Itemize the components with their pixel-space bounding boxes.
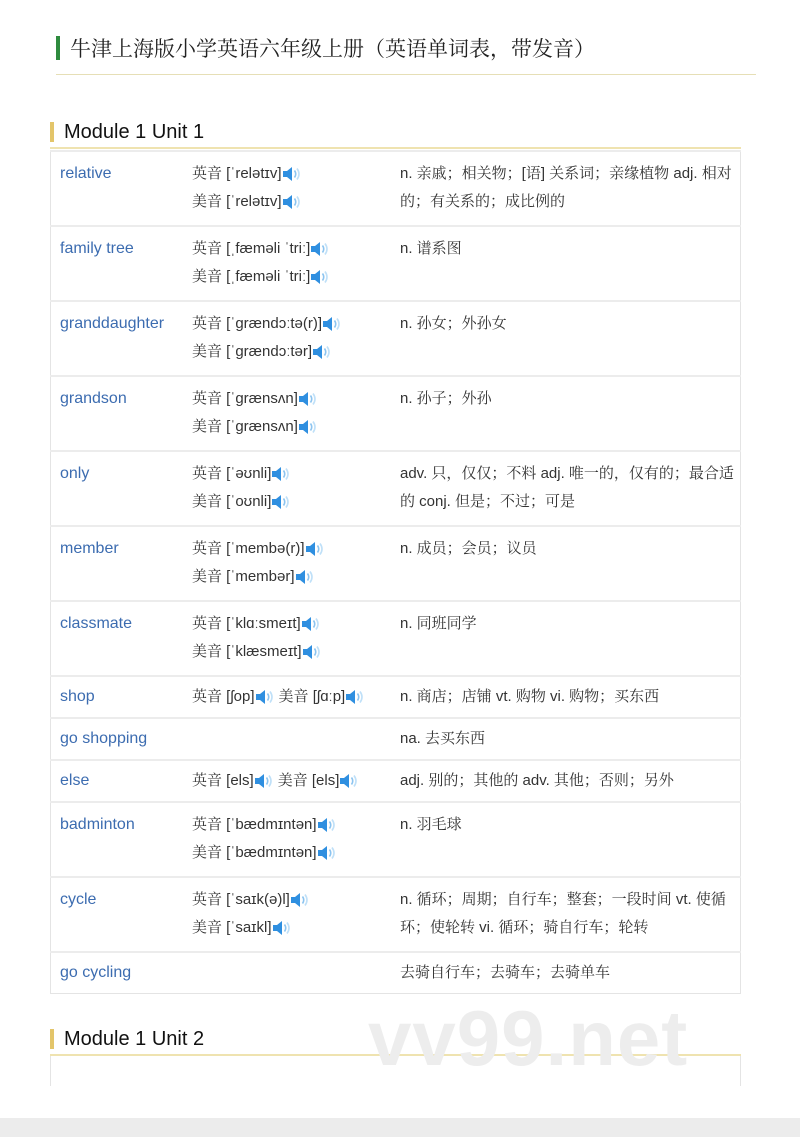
- content: [50, 119, 741, 1086]
- phonetic-text: 英音 [ʃop]: [192, 688, 255, 705]
- word[interactable]: go shopping: [51, 718, 193, 760]
- word[interactable]: family tree: [51, 226, 193, 301]
- meaning: n. 羽毛球: [400, 802, 741, 877]
- pronunciation-en: [192, 688, 275, 705]
- section-heading-text: Module 1 Unit 1: [64, 120, 205, 143]
- meaning: n. 亲戚；相关物；[语] 关系词；亲缘植物 adj. 相对的；有关系的；成比例的: [400, 151, 741, 226]
- section-heading-text: Module 1 Unit 2: [64, 1027, 205, 1050]
- speaker-icon[interactable]: [302, 642, 322, 658]
- pronunciations: [192, 601, 400, 676]
- phonetic-text: 英音 [ˈmembə(r)]: [192, 540, 305, 557]
- phonetic-text: 美音 [ˈoʊnli]: [192, 493, 272, 510]
- word[interactable]: relative: [51, 151, 193, 226]
- pronunciation-us: [192, 638, 400, 666]
- speaker-icon[interactable]: [310, 239, 330, 255]
- pronunciation-us: [279, 688, 366, 705]
- table-row: [51, 451, 741, 526]
- pronunciations: [192, 151, 400, 226]
- pronunciations: [192, 952, 400, 994]
- speaker-icon[interactable]: [322, 314, 342, 330]
- pronunciation-us: [192, 488, 400, 516]
- meaning: na. 去买东西: [400, 718, 741, 760]
- phonetic-text: 英音 [ˈəʊnli]: [192, 465, 272, 482]
- pronunciation-en: [192, 535, 400, 563]
- speaker-icon[interactable]: [345, 687, 365, 703]
- table-row: [51, 226, 741, 301]
- pronunciation-en: [192, 610, 400, 638]
- page-title-text: 牛津上海版小学英语六年级上册（英语单词表，带发音）: [70, 38, 595, 61]
- speaker-icon[interactable]: [254, 771, 274, 787]
- phonetic-text: 英音 [els]: [192, 772, 254, 789]
- meaning: n. 孙子；外孙: [400, 376, 741, 451]
- pronunciations: [192, 676, 400, 718]
- phonetic-text: 美音 [ˈbædmɪntən]: [192, 844, 317, 861]
- speaker-icon[interactable]: [339, 771, 359, 787]
- speaker-icon[interactable]: [255, 687, 275, 703]
- phonetic-text: 美音 [ˈgrændɔːtər]: [192, 343, 313, 360]
- pronunciation-us: [192, 188, 400, 216]
- section-heading-unit1: [50, 119, 741, 145]
- meaning: n. 孙女；外孙女: [400, 301, 741, 376]
- speaker-icon[interactable]: [298, 389, 318, 405]
- word[interactable]: classmate: [51, 601, 193, 676]
- speaker-icon[interactable]: [310, 267, 330, 283]
- pronunciation-us: [192, 338, 400, 366]
- table-row: [51, 601, 741, 676]
- pronunciation-en: [192, 160, 400, 188]
- speaker-icon[interactable]: [271, 492, 291, 508]
- speaker-icon[interactable]: [295, 567, 315, 583]
- meaning: n. 谱系图: [400, 226, 741, 301]
- word[interactable]: go cycling: [51, 952, 193, 994]
- pronunciations: [192, 802, 400, 877]
- meaning: n. 同班同学: [400, 601, 741, 676]
- pronunciations: [192, 526, 400, 601]
- speaker-icon[interactable]: [317, 815, 337, 831]
- meaning: n. 成员；会员；议员: [400, 526, 741, 601]
- phonetic-text: 美音 [ˈklæsmeɪt]: [192, 643, 302, 660]
- table-row: [51, 676, 741, 718]
- speaker-icon[interactable]: [271, 464, 291, 480]
- section-accent-bar: [50, 1029, 54, 1049]
- phonetic-text: 英音 [ˌfæməli ˈtriː]: [192, 240, 311, 257]
- table-row: [51, 301, 741, 376]
- speaker-icon[interactable]: [282, 192, 302, 208]
- page-footer-strip: [0, 1118, 800, 1137]
- table-row: [51, 760, 741, 802]
- speaker-icon[interactable]: [282, 164, 302, 180]
- pronunciation-en: [192, 772, 274, 789]
- meaning: 去骑自行车；去骑车；去骑单车: [400, 952, 741, 994]
- pronunciation-us: [192, 413, 400, 441]
- table-row: [51, 526, 741, 601]
- table-row: [51, 376, 741, 451]
- speaker-icon[interactable]: [301, 614, 321, 630]
- table-row: [51, 952, 741, 994]
- speaker-icon[interactable]: [290, 890, 310, 906]
- pronunciation-us: [192, 263, 400, 291]
- pronunciations: [192, 718, 400, 760]
- vocabulary-table: [50, 150, 741, 994]
- pronunciation-en: [192, 385, 400, 413]
- speaker-icon[interactable]: [317, 843, 337, 859]
- pronunciation-en: [192, 886, 400, 914]
- meaning: n. 循环；周期；自行车；整套；一段时间 vt. 使循环；使轮转 vi. 循环；骑自行车；轮转: [400, 877, 741, 952]
- phonetic-text: 英音 [ˈklɑːsmeɪt]: [192, 615, 301, 632]
- table-row: [51, 151, 741, 226]
- word[interactable]: grandson: [51, 376, 193, 451]
- word[interactable]: granddaughter: [51, 301, 193, 376]
- phonetic-text: 美音 [ˈmembər]: [192, 568, 295, 585]
- meaning: adv. 只，仅仅；不料 adj. 唯一的，仅有的；最合适的 conj. 但是；不过；可是: [400, 451, 741, 526]
- speaker-icon[interactable]: [305, 539, 325, 555]
- section-heading-unit2: [50, 1026, 741, 1052]
- speaker-icon[interactable]: [272, 918, 292, 934]
- phonetic-text: 英音 [ˈgrændɔːtə(r)]: [192, 315, 323, 332]
- pronunciation-us: [192, 914, 400, 942]
- word[interactable]: else: [51, 760, 193, 802]
- title-divider: [56, 74, 756, 75]
- phonetic-text: 美音 [ʃɑːp]: [278, 688, 346, 705]
- pronunciation-us: [192, 839, 400, 867]
- phonetic-text: 美音 [ˈsaɪkl]: [192, 919, 272, 936]
- pronunciations: [192, 301, 400, 376]
- section-unit2: [50, 994, 741, 1086]
- phonetic-text: 英音 [ˈsaɪk(ə)l]: [192, 891, 290, 908]
- pronunciations: [192, 451, 400, 526]
- section-accent-bar: [50, 122, 54, 142]
- phonetic-text: 英音 [ˈbædmɪntən]: [192, 816, 317, 833]
- pronunciation-us: [278, 772, 360, 789]
- meaning: n. 商店；店铺 vt. 购物 vi. 购物；买东西: [400, 676, 741, 718]
- pronunciations: [192, 226, 400, 301]
- table-row: [51, 877, 741, 952]
- phonetic-text: 美音 [ˈrelətɪv]: [192, 193, 282, 210]
- title-accent-bar: [56, 36, 60, 60]
- pronunciations: [192, 760, 400, 802]
- word[interactable]: only: [51, 451, 193, 526]
- section-divider: [50, 147, 741, 149]
- page-title: [56, 34, 595, 62]
- word[interactable]: member: [51, 526, 193, 601]
- watermark: vv99.net: [368, 994, 689, 1082]
- pronunciation-en: [192, 310, 400, 338]
- pronunciations: [192, 376, 400, 451]
- table-row: [51, 718, 741, 760]
- speaker-icon[interactable]: [298, 417, 318, 433]
- table-row: [51, 802, 741, 877]
- pronunciations: [192, 877, 400, 952]
- phonetic-text: 美音 [ˈgrænsʌn]: [192, 418, 298, 435]
- word[interactable]: shop: [51, 676, 193, 718]
- pronunciation-en: [192, 811, 400, 839]
- phonetic-text: 美音 [els]: [277, 772, 340, 789]
- phonetic-text: 英音 [ˈgrænsʌn]: [192, 390, 298, 407]
- pronunciation-en: [192, 235, 400, 263]
- speaker-icon[interactable]: [312, 342, 332, 358]
- meaning: adj. 别的；其他的 adv. 其他；否则；另外: [400, 760, 741, 802]
- pronunciation-us: [192, 563, 400, 591]
- phonetic-text: 英音 [ˈrelətɪv]: [192, 165, 282, 182]
- word[interactable]: cycle: [51, 877, 193, 952]
- phonetic-text: 美音 [ˌfæməli ˈtriː]: [192, 268, 311, 285]
- word[interactable]: badminton: [51, 802, 193, 877]
- pronunciation-en: [192, 460, 400, 488]
